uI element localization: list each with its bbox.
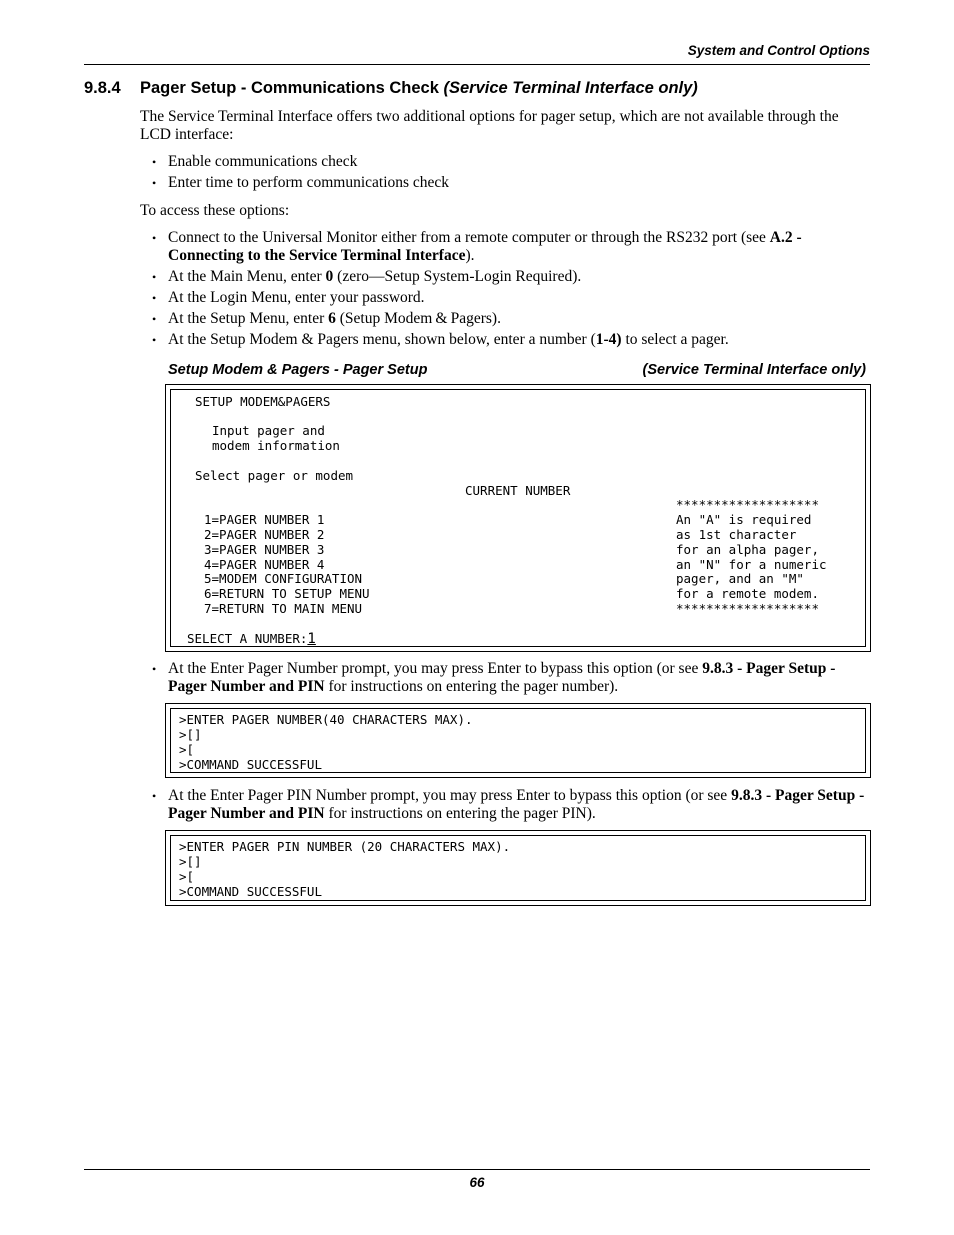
list-item: • At the Setup Modem & Pagers menu, shown below, enter a number (1-4) to select a pager. (152, 331, 729, 348)
note-line: for a remote modem. (676, 586, 819, 601)
menu-item: 4=PAGER NUMBER 4 (204, 557, 325, 572)
list-item: • Connect to the Universal Monitor either from a remote computer or through the RS232 port (see A.2 - Connecting to the Service Terminal Interface). (152, 229, 802, 264)
section-heading (84, 79, 698, 98)
access-lead: To access these options: (140, 202, 290, 219)
cross-reference: 9.8.3 - Pager Setup - Pager Number and PIN (168, 660, 836, 695)
menu-item: 2=PAGER NUMBER 2 (204, 527, 325, 542)
list-item: • At the Login Menu, enter your password. (152, 289, 425, 306)
terminal-line: >[ (179, 869, 195, 884)
select-number-prompt: SELECT A NUMBER:1 (187, 631, 316, 647)
menu-item: 6=RETURN TO SETUP MENU (204, 586, 370, 601)
terminal-line: >ENTER PAGER PIN NUMBER (20 CHARACTERS MAX). (179, 839, 511, 854)
terminal-line: >COMMAND SUCCESSFUL (179, 757, 322, 772)
options-list (140, 153, 870, 195)
list-item: • Enable communications check (152, 153, 358, 170)
steps-list (140, 229, 870, 352)
terminal-select-label: Select pager or modem (195, 468, 354, 483)
list-item: • Enter time to perform communications check (152, 174, 450, 191)
terminal-line: >[] (179, 854, 202, 869)
intro-paragraph: The Service Terminal Interface offers two additional options for pager setup, which are not available through the LCD interface: (140, 108, 839, 143)
terminal-line: >ENTER PAGER NUMBER(40 CHARACTERS MAX). (179, 712, 473, 727)
section-title: Pager Setup - Communications Check (140, 79, 444, 97)
terminal-line: >COMMAND SUCCESSFUL (179, 884, 322, 899)
note-line: pager, and an "M" (676, 571, 804, 586)
figure-caption-qualifier: (Service Terminal Interface only) (642, 362, 866, 378)
terminal-screen-setup-menu (165, 384, 871, 652)
section-title-qualifier: (Service Terminal Interface only) (443, 79, 698, 97)
terminal-line: >[] (179, 727, 202, 742)
terminal-screen-pager-number (165, 703, 871, 778)
terminal-prompt: Input pager and (212, 423, 325, 438)
terminal-screen-pager-pin (165, 830, 871, 906)
menu-item: 7=RETURN TO MAIN MENU (204, 601, 363, 616)
list-item: • At the Main Menu, enter 0 (zero—Setup System-Login Required). (152, 268, 582, 285)
note-border: ******************* (676, 601, 819, 616)
menu-item: 1=PAGER NUMBER 1 (204, 512, 325, 527)
pager-number-note (140, 660, 870, 699)
select-number-value: 1 (307, 631, 316, 647)
cross-reference: 9.8.3 - Pager Setup - Pager Number and PIN (168, 787, 865, 822)
cross-reference: A.2 - Connecting to the Service Terminal Interface (168, 229, 802, 264)
note-line: An "A" is required (676, 512, 812, 527)
list-item: • At the Setup Menu, enter 6 (Setup Modem & Pagers). (152, 310, 501, 327)
section-number: 9.8.4 (84, 79, 121, 97)
terminal-prompt: modem information (212, 438, 340, 453)
note-line: an "N" for a numeric (676, 557, 827, 572)
note-border: ******************* (676, 497, 819, 512)
list-item: • At the Enter Pager Number prompt, you may press Enter to bypass this option (or see 9.8.3 - Pager Setup - Pager Number and PIN for instructions on entering the pager number). (152, 660, 836, 695)
terminal-title: SETUP MODEM&PAGERS (195, 394, 331, 409)
menu-item: 3=PAGER NUMBER 3 (204, 542, 325, 557)
current-number-label: CURRENT NUMBER (465, 483, 571, 498)
list-item: • At the Enter Pager PIN Number prompt, you may press Enter to bypass this option (or see 9.8.3 - Pager Setup - Pager Number and PIN for instructions on entering the pager PIN). (152, 787, 865, 822)
footer-rule (84, 1169, 870, 1170)
figure-caption (168, 362, 866, 378)
header-rule (84, 64, 870, 65)
terminal-line: >[ (179, 742, 195, 757)
page-number: 66 (469, 1175, 485, 1190)
figure-caption-title: Setup Modem & Pagers - Pager Setup (168, 362, 428, 378)
note-line: for an alpha pager, (676, 542, 819, 557)
note-line: as 1st character (676, 527, 797, 542)
menu-item: 5=MODEM CONFIGURATION (204, 571, 363, 586)
running-header: System and Control Options (687, 43, 870, 58)
pager-pin-note (140, 787, 870, 826)
